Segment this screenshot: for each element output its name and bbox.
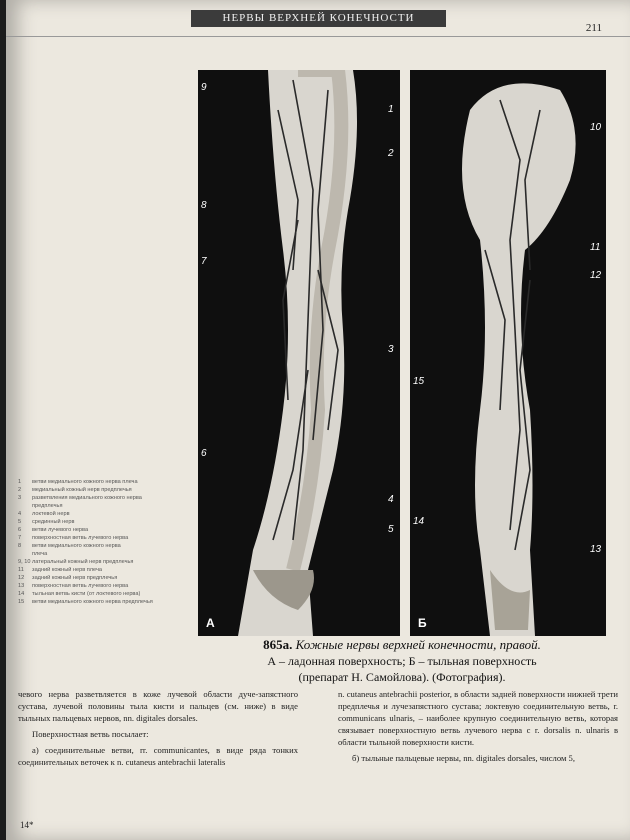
label-10: 10 xyxy=(590,122,602,133)
figure-legend xyxy=(18,478,198,606)
legend-text: латеральный кожный нерв предплечья xyxy=(32,559,134,565)
panel-letter-a: А xyxy=(206,616,215,630)
legend-item xyxy=(18,598,198,606)
legend-text: предплечья xyxy=(32,503,63,509)
legend-item xyxy=(18,542,198,550)
book-page xyxy=(6,0,630,840)
label-8: 8 xyxy=(201,200,207,211)
label-3: 3 xyxy=(388,344,394,355)
label-4: 4 xyxy=(388,494,394,505)
legend-number: 12 xyxy=(18,575,25,581)
legend-number: 11 xyxy=(18,567,24,573)
header-rule xyxy=(6,36,630,37)
body-text xyxy=(18,688,618,772)
legend-text: плеча xyxy=(32,551,48,557)
legend-item xyxy=(18,486,198,494)
legend-item xyxy=(18,574,198,582)
legend-number: 2 xyxy=(18,487,22,493)
legend-number: 7 xyxy=(18,535,22,541)
paragraph: а) соединительные ветви, rr. communicantes, в виде ряда тонких соединительных веточек к n. cutaneus antebrachii lateralis xyxy=(18,745,298,767)
panel-letter-b: Б xyxy=(418,616,427,630)
caption-surfaces: А – ладонная поверхность; Б – тыльная поверхность xyxy=(267,654,537,668)
legend-item xyxy=(18,558,198,566)
legend-number: 13 xyxy=(18,583,25,589)
legend-number: 8 xyxy=(18,543,22,549)
legend-text: ветви медиального кожного нерва предплечья xyxy=(32,599,153,605)
legend-text: ветви медиального кожного нерва xyxy=(32,543,121,549)
legend-item xyxy=(18,582,198,590)
legend-number: 9, 10 xyxy=(18,559,31,565)
legend-text: ветви лучевого нерва xyxy=(32,527,89,533)
figure-title: Кожные нервы верхней конечности, правой. xyxy=(295,637,541,652)
paragraph: б) тыльные пальцевые нервы, nn. digitales dorsales, числом 5, xyxy=(352,753,576,763)
legend-item xyxy=(18,510,198,518)
column-left xyxy=(18,688,298,772)
label-14: 14 xyxy=(413,516,425,527)
legend-text: медиальный кожный нерв предплечья xyxy=(32,487,132,493)
legend-text: задний кожный нерв плеча xyxy=(32,567,103,573)
legend-text: тыльная ветвь кисти (от локтевого нерва) xyxy=(32,591,141,597)
label-6: 6 xyxy=(201,448,207,459)
legend-item xyxy=(18,494,198,502)
legend-number: 5 xyxy=(18,519,22,525)
legend-text: разветвления медиального кожного нерва xyxy=(32,495,142,501)
arm-dorsal-illustration xyxy=(410,70,606,636)
label-2: 2 xyxy=(388,148,394,159)
label-15: 15 xyxy=(413,376,425,387)
running-head: НЕРВЫ ВЕРХНЕЙ КОНЕЧНОСТИ xyxy=(191,10,446,27)
figure-number: 865а. xyxy=(263,637,293,652)
label-1: 1 xyxy=(388,104,394,115)
label-5: 5 xyxy=(388,524,394,535)
legend-text: поверхностная ветвь лучевого нерва xyxy=(32,535,129,541)
caption-specimen: (препарат Н. Самойлова). (Фотография). xyxy=(298,670,506,684)
legend-text: задний кожный нерв предплечья xyxy=(32,575,118,581)
legend-item xyxy=(18,478,198,486)
legend-item xyxy=(18,526,198,534)
legend-text: поверхностная ветвь лучевого нерва xyxy=(32,583,129,589)
legend-number xyxy=(18,502,32,510)
figure-caption xyxy=(198,637,606,685)
legend-number: 14 xyxy=(18,591,25,597)
legend-number xyxy=(18,550,32,558)
paragraph: n. cutaneus antebrachii posterior, в области задней поверхности нижней трети предплечья и лучезапястного сустава; локтевую соединительную ветвь, r. communicans ulnaris, – наиболее крупную соединительную ветвь, которая связывает поверхностную ветвь лучевого нерва с r. dorsalis n. ulnaris в области тыльной поверхности кисти. xyxy=(338,689,618,747)
legend-item xyxy=(18,550,198,558)
legend-text: локтевой нерв xyxy=(32,511,70,517)
paragraph: Поверхностная ветвь посылает: xyxy=(32,729,149,739)
label-11: 11 xyxy=(590,242,601,253)
legend-number: 4 xyxy=(18,511,22,517)
signature-mark: 14* xyxy=(20,820,34,830)
label-13: 13 xyxy=(590,544,602,555)
page-number: 211 xyxy=(585,22,602,34)
legend-number: 6 xyxy=(18,527,22,533)
label-9: 9 xyxy=(201,82,207,93)
legend-number: 3 xyxy=(18,495,22,501)
legend-text: ветви медиального кожного нерва плеча xyxy=(32,479,138,485)
column-right xyxy=(338,688,618,772)
legend-item xyxy=(18,518,198,526)
legend-item xyxy=(18,590,198,598)
photo-panel-a xyxy=(198,70,400,636)
legend-text: срединный нерв xyxy=(32,519,75,525)
arm-palmar-illustration xyxy=(198,70,400,636)
legend-item xyxy=(18,534,198,542)
legend-number: 15 xyxy=(18,599,25,605)
legend-number: 1 xyxy=(18,479,22,485)
label-12: 12 xyxy=(590,270,602,281)
legend-item xyxy=(18,566,198,574)
legend-item xyxy=(18,502,198,510)
label-7: 7 xyxy=(201,256,207,267)
photo-panel-b xyxy=(410,70,606,636)
paragraph: чевого нерва разветвляется в коже лучевой области дуче-запястного сустава, лучевой половины тыла кисти и пальцев (см. ниже) в виде тыльных пальцевых нервов, nn. digitales dorsales. xyxy=(18,689,298,723)
